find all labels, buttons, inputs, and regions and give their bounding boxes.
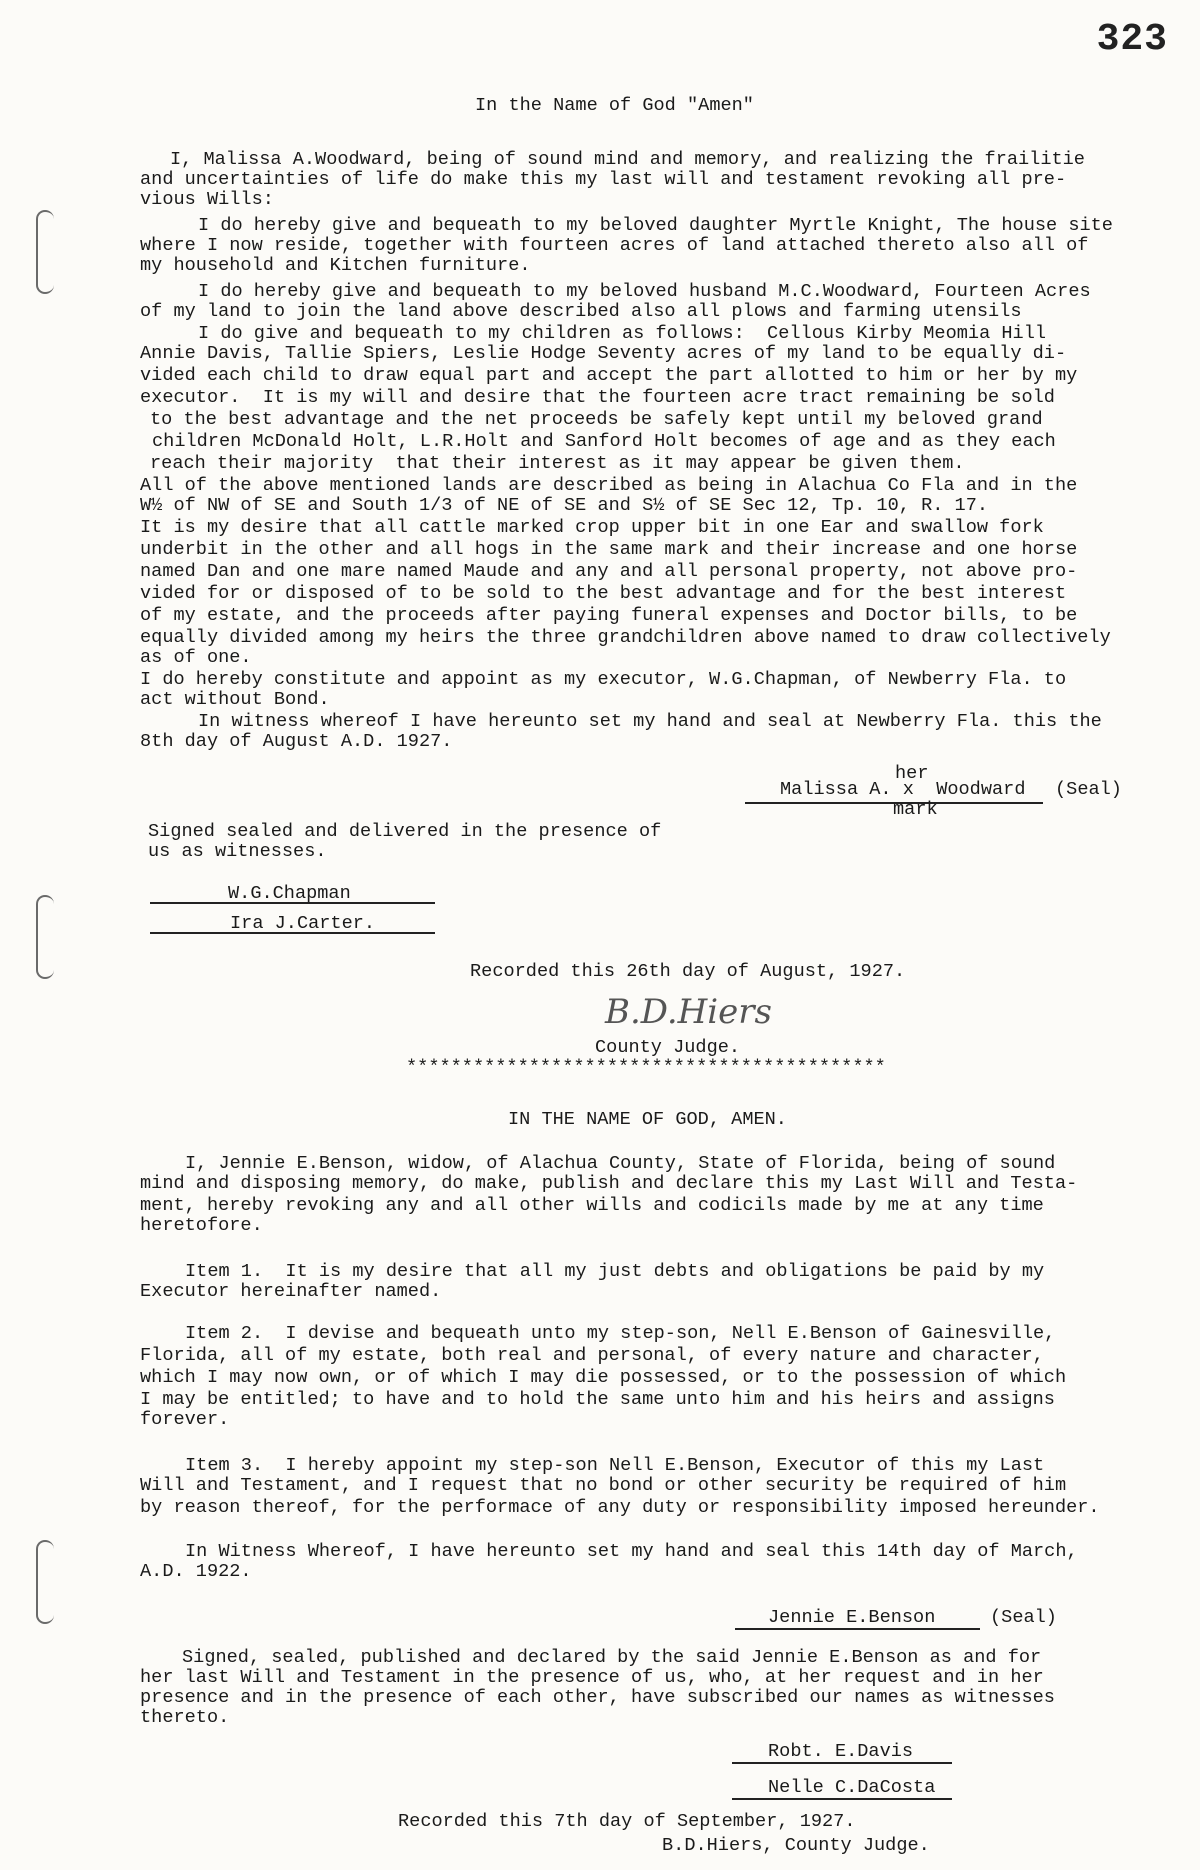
judge-signature: B.D.Hiers <box>605 992 772 1032</box>
witness-line <box>732 1762 952 1764</box>
seal-label: (Seal) <box>1055 779 1122 800</box>
will2-intro-line: heretofore. <box>140 1215 263 1236</box>
attestation-line: thereto. <box>140 1707 230 1728</box>
witness-clause-line: In Witness Whereof, I have hereunto set my hand and seal this 14th day of March, <box>185 1541 1078 1562</box>
will1-line: and uncertainties of life do make this my last will and testament revoking all pre- <box>140 169 1067 190</box>
witness-name: Ira J.Carter. <box>230 913 376 934</box>
item2-line: I may be entitled; to have and to hold the same unto him and his heirs and assigns <box>140 1389 1055 1410</box>
will2-intro-line: I, Jennie E.Benson, widow, of Alachua County, State of Florida, being of sound <box>185 1153 1056 1174</box>
item1-line: Item 1. It is my desire that all my just debts and obligations be paid by my <box>185 1261 1045 1282</box>
recorded-note: Recorded this 26th day of August, 1927. <box>470 961 906 982</box>
witness-intro: Signed sealed and delivered in the presence of <box>148 821 662 842</box>
attestation-line: her last Will and Testament in the presence of us, who, at her request and in her <box>140 1667 1044 1688</box>
will1-line: as of one. <box>140 647 252 668</box>
mark-her: her <box>895 763 929 784</box>
witness-line <box>150 932 435 934</box>
will1-line: It is my desire that all cattle marked crop upper bit in one Ear and swallow fork <box>140 517 1044 538</box>
will1-heading: In the Name of God "Amen" <box>475 95 754 116</box>
will1-line: to the best advantage and the net proceeds be safely kept until my beloved grand <box>150 409 1043 430</box>
will1-line: named Dan and one mare named Maude and any and all personal property, not above pro- <box>140 561 1078 582</box>
will1-line: of my land to join the land above described also all plows and farming utensils <box>140 301 1022 322</box>
witness-line <box>732 1798 952 1800</box>
item3-line: Will and Testament, and I request that no bond or other security be required of him <box>140 1475 1067 1496</box>
binder-hole <box>36 1540 54 1624</box>
will1-line: my household and Kitchen furniture. <box>140 255 531 276</box>
will1-line: of my estate, and the proceeds after paying funeral expenses and Doctor bills, to be <box>140 605 1078 626</box>
signature-line <box>735 1628 980 1630</box>
witness-clause-line: A.D. 1922. <box>140 1561 252 1582</box>
will1-line: vided for or disposed of to be sold to the best advantage and for the best interest <box>140 583 1067 604</box>
will1-line: executor. It is my will and desire that the fourteen acre tract remaining be sold <box>140 387 1055 408</box>
witness-line <box>150 902 435 904</box>
will1-line: I do hereby constitute and appoint as my executor, W.G.Chapman, of Newberry Fla. to <box>140 669 1067 690</box>
witness-name: W.G.Chapman <box>228 883 351 904</box>
will2-intro-line: mind and disposing memory, do make, publish and declare this my Last Will and Testa- <box>140 1173 1078 1194</box>
will1-line: In witness whereof I have hereunto set my hand and seal at Newberry Fla. this the <box>198 711 1102 732</box>
item1-line: Executor hereinafter named. <box>140 1281 442 1302</box>
binder-hole <box>36 895 54 979</box>
will1-line: I, Malissa A.Woodward, being of sound mind and memory, and realizing the frailitie <box>170 149 1085 170</box>
testator-signature: Jennie E.Benson <box>768 1607 936 1628</box>
attestation-line: Signed, sealed, published and declared by the said Jennie E.Benson as and for <box>182 1647 1042 1668</box>
item3-line: by reason thereof, for the performace of any duty or responsibility imposed hereunder. <box>140 1497 1100 1518</box>
judge-line: B.D.Hiers, County Judge. <box>662 1835 930 1856</box>
seal-label: (Seal) <box>990 1607 1057 1628</box>
will1-line: I do give and bequeath to my children as follows: Cellous Kirby Meomia Hill <box>198 323 1047 344</box>
item2-line: Florida, all of my estate, both real and personal, of every nature and character, <box>140 1345 1044 1366</box>
will1-line: vided each child to draw equal part and accept the part allotted to him or her by my <box>140 365 1078 386</box>
will1-line: children McDonald Holt, L.R.Holt and Sanford Holt becomes of age and as they each <box>152 431 1056 452</box>
will1-line: I do hereby give and bequeath to my beloved husband M.C.Woodward, Fourteen Acres <box>198 281 1091 302</box>
judge-title: County Judge. <box>595 1037 741 1058</box>
item2-line: forever. <box>140 1409 230 1430</box>
binder-hole <box>36 210 54 294</box>
will1-line: reach their majority that their interest as it may appear be given them. <box>150 453 965 474</box>
will1-line: All of the above mentioned lands are described as being in Alachua Co Fla and in the <box>140 475 1078 496</box>
will1-line: where I now reside, together with fourteen acres of land attached thereto also all of <box>140 235 1089 256</box>
witness-name: Nelle C.DaCosta <box>768 1777 936 1798</box>
witness-intro: us as witnesses. <box>148 841 327 862</box>
separator: ******************************************* <box>406 1057 886 1078</box>
will2-heading: IN THE NAME OF GOD, AMEN. <box>508 1109 787 1130</box>
will1-line: vious Wills: <box>140 189 274 210</box>
mark-word: mark <box>893 799 938 820</box>
will1-line: act without Bond. <box>140 689 330 710</box>
attestation-line: presence and in the presence of each other, have subscribed our names as witnesses <box>140 1687 1055 1708</box>
will1-line: equally divided among my heirs the three grandchildren above named to draw collectively <box>140 627 1111 648</box>
will1-line: underbit in the other and all hogs in the same mark and their increase and one horse <box>140 539 1078 560</box>
testator-signature: Malissa A. x Woodward <box>780 779 1026 800</box>
page-number: 323 <box>1096 18 1168 61</box>
will1-line: W½ of NW of SE and South 1/3 of NE of SE and S½ of SE Sec 12, Tp. 10, R. 17. <box>140 495 989 516</box>
will1-line: 8th day of August A.D. 1927. <box>140 731 453 752</box>
item2-line: Item 2. I devise and bequeath unto my step-son, Nell E.Benson of Gainesville, <box>185 1323 1056 1344</box>
item3-line: Item 3. I hereby appoint my step-son Nell E.Benson, Executor of this my Last <box>185 1455 1045 1476</box>
will1-line: I do hereby give and bequeath to my beloved daughter Myrtle Knight, The house site <box>198 215 1113 236</box>
will1-line: Annie Davis, Tallie Spiers, Leslie Hodge Seventy acres of my land to be equally di- <box>140 343 1067 364</box>
recorded-note: Recorded this 7th day of September, 1927. <box>398 1811 856 1832</box>
witness-name: Robt. E.Davis <box>768 1741 914 1762</box>
item2-line: which I may now own, or of which I may die possessed, or to the possession of which <box>140 1367 1067 1388</box>
will2-intro-line: ment, hereby revoking any and all other wills and codicils made by me at any time <box>140 1195 1044 1216</box>
